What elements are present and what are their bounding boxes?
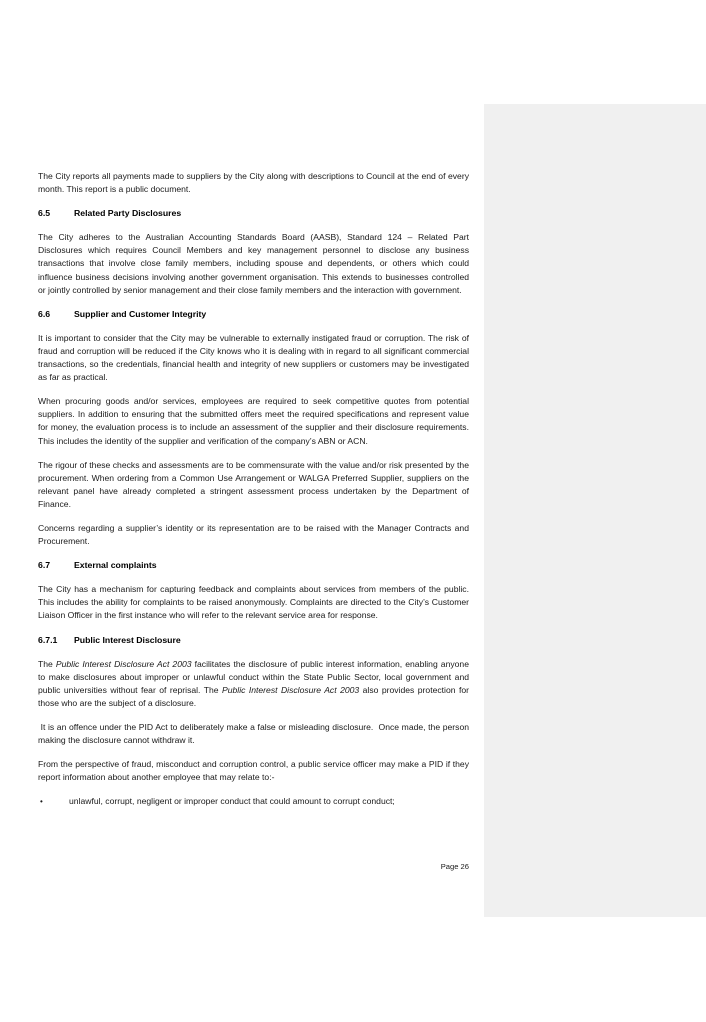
paragraph-offence-false-disclosure: It is an offence under the PID Act to deliberately make a false or misleading disclosure. Once made, the person making the disclosure cannot withdraw it. (38, 722, 472, 746)
page-footer (38, 862, 469, 871)
heading-6-6-number: 6.6 (38, 308, 51, 319)
heading-6-6 (38, 308, 469, 321)
heading-6-7 (38, 559, 469, 572)
heading-6-7-1-title: Public Interest Disclosure (74, 634, 181, 645)
heading-6-7-1 (38, 634, 469, 647)
list-item-unlawful-corrupt-conduct (38, 795, 469, 808)
bullet-marker-icon: • (40, 797, 43, 807)
paragraph-rigour-of-checks: The rigour of these checks and assessments are to be commensurate with the value and/or risk presented by the procurement. When ordering from a Common Use Arrangement or WALGA Preferred Supplier, suppliers on the relevant panel have already completed a stringent assessment process undertaken by the Department of Finance. (38, 459, 469, 509)
heading-6-7-1-number: 6.7.1 (38, 634, 58, 645)
paragraph-aasb-124: The City adheres to the Australian Accounting Standards Board (AASB), Standard 124 – Related Part Disclosures which requires Council Members and key management personnel to disclose any business transactions that involve close family members, including spouse and dependents, or others which could influence business decisions involving another government organisation. This extends to businesses controlled or jointly controlled by senior management and their close family members and the interaction with government. (38, 232, 469, 295)
document-body (38, 170, 472, 808)
list-item-label: unlawful, corrupt, negligent or improper conduct that could amount to corrupt conduct; (69, 796, 395, 807)
heading-6-7-title: External complaints (74, 560, 157, 571)
side-panel-shading (484, 104, 706, 917)
paragraph-competitive-quotes: When procuring goods and/or services, employees are required to seek competitive quotes from potential suppliers. In addition to ensuring that the submitted offers meet the required specifications and represent value for money, the evaluation process is to include an assessment of the supplier and their disclosure requirements. This includes the identity of the supplier and verification of the company’s ABN or ACN. (38, 396, 469, 446)
heading-6-5 (38, 207, 469, 220)
paragraph-public-service-officer-pid: From the perspective of fraud, misconduct and corruption control, a public service officer may make a PID if they report information about another employee that may relate to:- (38, 759, 469, 783)
paragraph-concerns-supplier-identity: Concerns regarding a supplier’s identity or its representation are to be raised with the Manager Contracts and Procurement. (38, 522, 469, 547)
heading-6-5-title: Related Party Disclosures (74, 208, 182, 219)
page-number: Page 26 (440, 862, 469, 871)
heading-6-6-title: Supplier and Customer Integrity (74, 308, 207, 319)
paragraph-pid-act-2003: The Public Interest Disclosure Act 2003 facilitates the disclosure of public interest information, enabling anyone to make disclosures about improper or unlawful conduct within the State Public Sector, local government and public universities without fear of reprisal. The Public Interest Disclosure Act 2003 also provides protection for those who are the subject of a disclosure. (38, 658, 469, 708)
heading-6-5-number: 6.5 (38, 208, 51, 219)
heading-6-7-number: 6.7 (38, 560, 51, 571)
paragraph-externally-instigated-fraud: It is important to consider that the City may be vulnerable to externally instigated fraud or corruption. The risk of fraud and corruption will be reduced if the City knows who it is dealing with in regard to all significant commercial transactions, so the credentials, financial health and integrity of new suppliers or customers may be investigated as far as practical. (38, 332, 469, 383)
paragraph-complaints-mechanism: The City has a mechanism for capturing feedback and complaints about services from members of the public. This includes the ability for complaints to be raised anonymously. Complaints are directed to the City’s Customer Liaison Officer in the first instance who will refer to the relevant service area for response. (38, 584, 469, 621)
paragraph-supplier-payments-report: The City reports all payments made to suppliers by the City along with descriptions to Council at the end of every month. This report is a public document. (38, 171, 469, 195)
